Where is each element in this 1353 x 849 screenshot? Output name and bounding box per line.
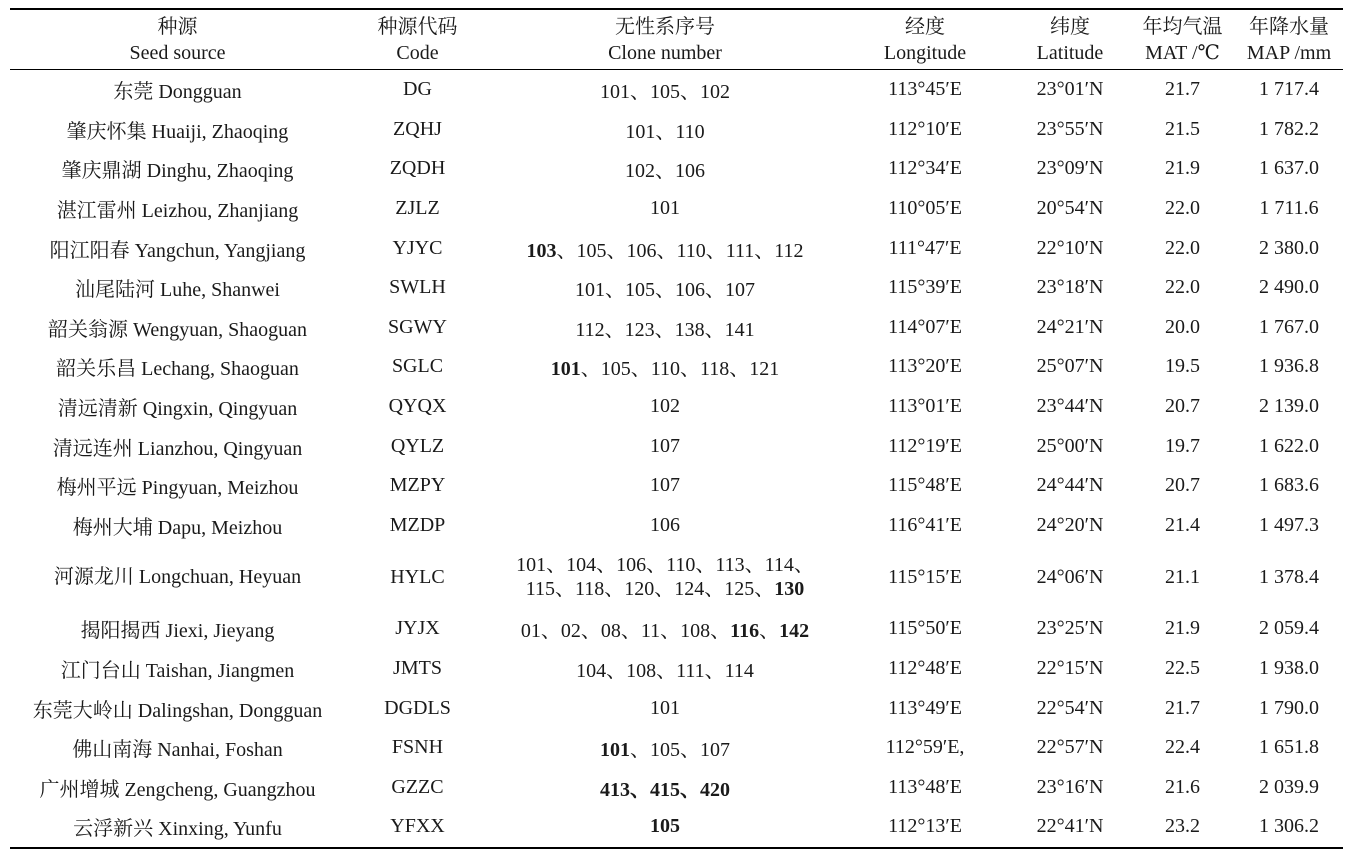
cell-map: 1 782.2 xyxy=(1259,117,1319,140)
cell-clone-number xyxy=(490,609,840,649)
cell-mat: 21.9 xyxy=(1165,157,1200,180)
cell-code: DGDLS xyxy=(384,696,451,719)
cell-seed-source: 汕尾陆河 Luhe, Shanwei xyxy=(75,279,280,302)
clone-number-text: 107 xyxy=(650,474,680,497)
clone-number-text: 、105、106、110、111、112 xyxy=(556,239,804,262)
cell-map: 2 139.0 xyxy=(1259,395,1319,418)
clone-number-bold: 101 xyxy=(600,739,630,762)
table-row xyxy=(10,807,1343,848)
cell-longitude: 113°49′E xyxy=(888,696,962,719)
cell-seed-source: 佛山南海 Nanhai, Foshan xyxy=(72,739,283,762)
header-row xyxy=(10,9,1343,70)
cell-longitude: 112°59′E, xyxy=(885,736,965,759)
cell-latitude: 23°18′N xyxy=(1036,276,1104,299)
cell-code: SWLH xyxy=(389,276,446,299)
cell-code: MZPY xyxy=(389,474,446,497)
table-row xyxy=(10,308,1343,348)
cell-clone-number xyxy=(490,189,840,229)
cell-code: ZQDH xyxy=(389,157,446,180)
cell-map: 1 683.6 xyxy=(1259,474,1319,497)
cell-clone-number xyxy=(490,506,840,546)
cell-latitude: 23°16′N xyxy=(1036,775,1104,798)
table-row xyxy=(10,110,1343,150)
cell-map: 1 790.0 xyxy=(1259,696,1319,719)
cell-seed-source: 肇庆鼎湖 Dinghu, Zhaoqing xyxy=(61,160,294,183)
table-row xyxy=(10,149,1343,189)
clone-number-text: 、 xyxy=(759,620,780,643)
cell-code: QYLZ xyxy=(390,434,445,457)
table-row xyxy=(10,609,1343,649)
cell-code: FSNH xyxy=(391,736,444,759)
clone-number-text: 102 xyxy=(650,395,680,418)
cell-mat: 22.0 xyxy=(1165,276,1200,299)
cell-clone-number xyxy=(490,387,840,427)
cell-mat: 20.7 xyxy=(1165,474,1200,497)
cell-longitude: 115°15′E xyxy=(888,566,962,589)
cell-seed-source: 湛江雷州 Leizhou, Zhanjiang xyxy=(56,200,299,223)
cell-latitude: 25°00′N xyxy=(1036,434,1104,457)
cell-longitude: 113°20′E xyxy=(888,355,962,378)
cell-seed-source: 清远连州 Lianzhou, Qingyuan xyxy=(52,437,303,460)
cell-mat: 21.7 xyxy=(1165,696,1200,719)
cell-map: 1 711.6 xyxy=(1259,197,1319,220)
cell-longitude: 111°47′E xyxy=(888,236,962,259)
cell-map: 1 767.0 xyxy=(1259,315,1319,338)
cell-latitude: 23°55′N xyxy=(1036,117,1104,140)
cell-seed-source: 梅州大埔 Dapu, Meizhou xyxy=(72,516,283,539)
clone-number-bold: 103 xyxy=(526,239,557,262)
table-row xyxy=(10,228,1343,268)
cell-latitude: 22°10′N xyxy=(1036,236,1104,259)
cell-code: HYLC xyxy=(390,566,445,589)
clone-number-text: 104、108、111、114 xyxy=(576,660,754,683)
clone-number-text: 101、105、102 xyxy=(600,81,730,104)
clone-number-text: 01、02、08、11、108、 xyxy=(520,620,731,643)
table-row xyxy=(10,688,1343,728)
table-row xyxy=(10,268,1343,308)
cell-mat: 22.0 xyxy=(1165,197,1200,220)
cell-latitude: 22°54′N xyxy=(1036,696,1104,719)
cell-seed-source: 云浮新兴 Xinxing, Yunfu xyxy=(73,818,282,841)
header-clone-number: 无性系序号 Clone number xyxy=(608,16,722,64)
cell-map: 1 936.8 xyxy=(1259,355,1319,378)
cell-seed-source: 河源龙川 Longchuan, Heyuan xyxy=(53,566,302,589)
cell-code: YFXX xyxy=(390,815,445,838)
cell-latitude: 22°41′N xyxy=(1036,815,1104,838)
cell-mat: 22.0 xyxy=(1165,236,1200,259)
cell-longitude: 112°13′E xyxy=(888,815,962,838)
clone-number-bold: 116 xyxy=(730,620,760,643)
cell-mat: 21.7 xyxy=(1165,78,1200,101)
cell-longitude: 116°41′E xyxy=(888,513,962,536)
cell-clone-number xyxy=(490,228,840,268)
cell-mat: 22.5 xyxy=(1165,657,1200,680)
table-row xyxy=(10,649,1343,689)
cell-code: ZJLZ xyxy=(395,197,440,220)
cell-clone-number xyxy=(490,110,840,150)
clone-number-bold: 130 xyxy=(774,578,805,601)
clone-number-text: 101、110 xyxy=(625,120,705,143)
cell-latitude: 24°06′N xyxy=(1036,566,1104,589)
cell-seed-source: 清远清新 Qingxin, Qingyuan xyxy=(57,398,298,421)
cell-mat: 21.4 xyxy=(1165,513,1200,536)
cell-map: 1 637.0 xyxy=(1259,157,1319,180)
cell-map: 1 497.3 xyxy=(1259,513,1319,536)
cell-seed-source: 梅州平远 Pingyuan, Meizhou xyxy=(56,477,299,500)
cell-longitude: 112°48′E xyxy=(888,657,962,680)
cell-mat: 19.7 xyxy=(1165,434,1200,457)
clone-number-text: 101、105、106、107 xyxy=(575,279,755,302)
cell-clone-number xyxy=(490,466,840,506)
cell-code: MZDP xyxy=(389,513,446,536)
header-code: 种源代码 Code xyxy=(377,16,458,64)
cell-latitude: 20°54′N xyxy=(1036,197,1104,220)
cell-clone-number xyxy=(490,426,840,466)
cell-longitude: 112°19′E xyxy=(888,434,962,457)
cell-map: 2 490.0 xyxy=(1259,276,1319,299)
cell-code: SGLC xyxy=(391,355,444,378)
table-row xyxy=(10,506,1343,546)
clone-number-bold: 413、415、420 xyxy=(600,778,730,801)
clone-number-text: 101、104、106、110、113、114、 xyxy=(516,554,814,577)
cell-mat: 21.9 xyxy=(1165,617,1200,640)
cell-latitude: 22°57′N xyxy=(1036,736,1104,759)
cell-longitude: 112°10′E xyxy=(888,117,962,140)
cell-mat: 21.5 xyxy=(1165,117,1200,140)
cell-clone-number xyxy=(490,768,840,808)
cell-clone-number xyxy=(490,688,840,728)
clone-number-text: 112、123、138、141 xyxy=(575,318,755,341)
cell-mat: 19.5 xyxy=(1165,355,1200,378)
cell-latitude: 23°01′N xyxy=(1036,78,1104,101)
clone-number-bold: 142 xyxy=(779,620,810,643)
cell-latitude: 25°07′N xyxy=(1036,355,1104,378)
cell-longitude: 114°07′E xyxy=(888,315,962,338)
clone-number-text: 101 xyxy=(650,696,680,719)
cell-longitude: 115°39′E xyxy=(888,276,962,299)
cell-code: DG xyxy=(403,78,432,101)
cell-seed-source: 东莞 Dongguan xyxy=(113,81,242,104)
table-row xyxy=(10,728,1343,768)
cell-longitude: 115°50′E xyxy=(888,617,962,640)
cell-map: 1 938.0 xyxy=(1259,657,1319,680)
clone-number-text: 102、106 xyxy=(625,160,705,183)
cell-mat: 22.4 xyxy=(1165,736,1200,759)
seed-source-table-container xyxy=(10,8,1343,849)
table-row xyxy=(10,189,1343,229)
cell-map: 2 039.9 xyxy=(1259,775,1319,798)
cell-clone-number xyxy=(490,728,840,768)
cell-map: 1 717.4 xyxy=(1259,78,1319,101)
cell-code: QYQX xyxy=(388,395,447,418)
table-row xyxy=(10,347,1343,387)
cell-mat: 21.1 xyxy=(1165,566,1200,589)
cell-clone-number xyxy=(490,70,840,110)
header-latitude: 纬度 Latitude xyxy=(1036,16,1104,64)
cell-latitude: 23°25′N xyxy=(1036,617,1104,640)
clone-number-text: 101 xyxy=(650,197,680,220)
table-row xyxy=(10,768,1343,808)
cell-latitude: 23°09′N xyxy=(1036,157,1104,180)
cell-code: GZZC xyxy=(391,775,444,798)
cell-code: SGWY xyxy=(388,315,447,338)
cell-longitude: 115°48′E xyxy=(888,474,962,497)
cell-seed-source: 江门台山 Taishan, Jiangmen xyxy=(60,660,295,683)
clone-number-text: 、105、107 xyxy=(630,739,730,762)
cell-seed-source: 广州增城 Zengcheng, Guangzhou xyxy=(39,778,316,801)
cell-clone-number xyxy=(490,807,840,848)
cell-code: JMTS xyxy=(393,657,442,680)
cell-code: ZQHJ xyxy=(393,117,442,140)
cell-seed-source: 阳江阳春 Yangchun, Yangjiang xyxy=(49,239,306,262)
cell-latitude: 24°21′N xyxy=(1036,315,1104,338)
header-longitude: 经度 Longitude xyxy=(883,16,967,64)
header-mat: 年均气温 MAT /℃ xyxy=(1142,16,1223,64)
clone-number-text: 115、118、120、124、125、 xyxy=(525,578,775,601)
cell-latitude: 24°20′N xyxy=(1036,513,1104,536)
cell-seed-source: 肇庆怀集 Huaiji, Zhaoqing xyxy=(66,120,289,143)
clone-number-text: 107 xyxy=(650,434,680,457)
table-row xyxy=(10,466,1343,506)
table-body xyxy=(10,70,1343,848)
seed-source-table xyxy=(10,8,1343,849)
cell-mat: 21.6 xyxy=(1165,775,1200,798)
table-row xyxy=(10,545,1343,609)
cell-seed-source: 韶关乐昌 Lechang, Shaoguan xyxy=(56,358,299,381)
cell-clone-number xyxy=(490,268,840,308)
cell-clone-number xyxy=(490,347,840,387)
cell-map: 1 378.4 xyxy=(1259,566,1319,589)
table-row xyxy=(10,387,1343,427)
clone-number-bold: 105 xyxy=(650,815,680,838)
cell-map: 2 380.0 xyxy=(1259,236,1319,259)
cell-mat: 20.7 xyxy=(1165,395,1200,418)
header-map: 年降水量 MAP /mm xyxy=(1246,16,1332,64)
clone-number-bold: 101 xyxy=(550,358,581,381)
cell-seed-source: 韶关翁源 Wengyuan, Shaoguan xyxy=(48,318,307,341)
cell-clone-number xyxy=(490,545,840,609)
cell-longitude: 110°05′E xyxy=(888,197,962,220)
cell-latitude: 24°44′N xyxy=(1036,474,1104,497)
clone-number-text: 、105、110、118、121 xyxy=(580,358,780,381)
cell-longitude: 113°48′E xyxy=(888,775,962,798)
cell-map: 1 306.2 xyxy=(1259,815,1319,838)
cell-seed-source: 东莞大岭山 Dalingshan, Dongguan xyxy=(32,699,323,722)
cell-longitude: 113°01′E xyxy=(888,395,962,418)
cell-clone-number xyxy=(490,149,840,189)
cell-code: YJYC xyxy=(392,236,443,259)
cell-map: 2 059.4 xyxy=(1259,617,1319,640)
cell-code: JYJX xyxy=(395,617,440,640)
cell-longitude: 112°34′E xyxy=(888,157,962,180)
cell-latitude: 23°44′N xyxy=(1036,395,1104,418)
cell-clone-number xyxy=(490,649,840,689)
cell-latitude: 22°15′N xyxy=(1036,657,1104,680)
table-row xyxy=(10,70,1343,110)
cell-longitude: 113°45′E xyxy=(888,78,962,101)
cell-seed-source: 揭阳揭西 Jiexi, Jieyang xyxy=(80,620,275,643)
table-header xyxy=(10,9,1343,70)
clone-number-text: 106 xyxy=(650,513,680,536)
cell-clone-number xyxy=(490,308,840,348)
cell-map: 1 651.8 xyxy=(1259,736,1319,759)
table-row xyxy=(10,426,1343,466)
cell-map: 1 622.0 xyxy=(1259,434,1319,457)
header-seed-source: 种源 Seed source xyxy=(129,16,226,64)
cell-mat: 20.0 xyxy=(1165,315,1200,338)
cell-mat: 23.2 xyxy=(1165,815,1200,838)
